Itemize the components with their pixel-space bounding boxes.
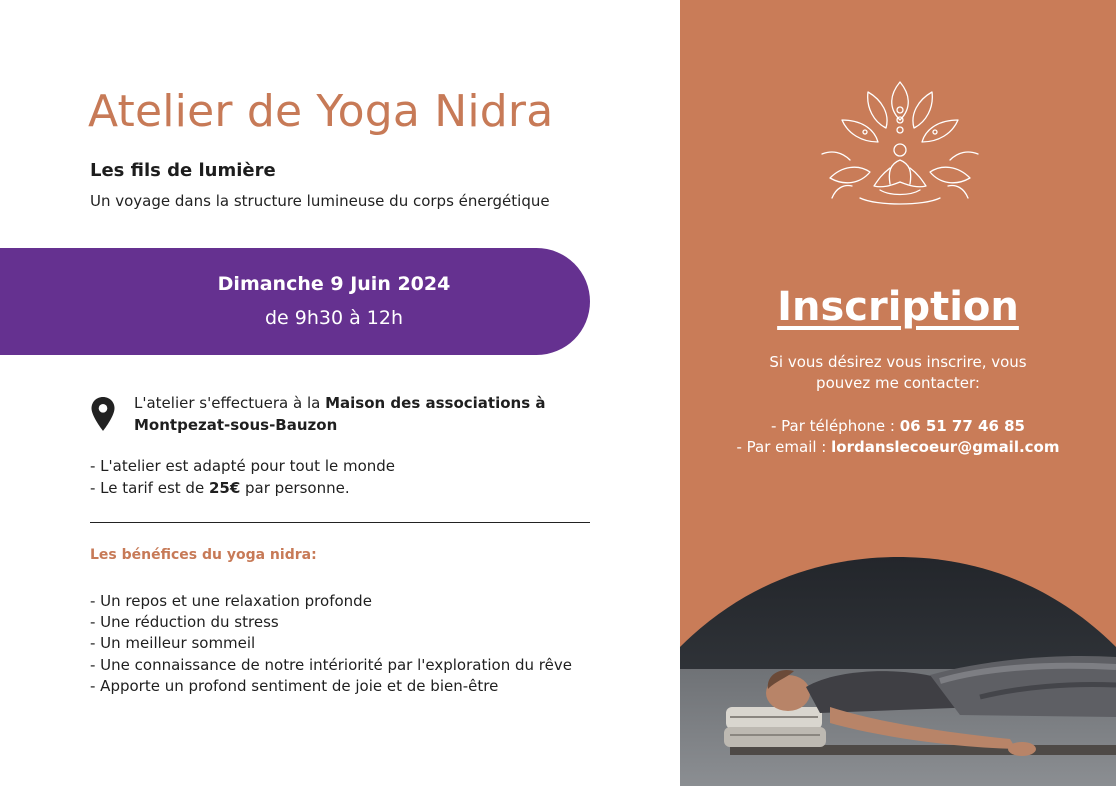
tagline: Un voyage dans la structure lumineuse du corps énergétique xyxy=(90,192,550,210)
subtitle: Les fils de lumière xyxy=(90,160,276,181)
contact-block xyxy=(680,416,1116,458)
info-list xyxy=(90,455,395,499)
divider xyxy=(90,522,590,523)
contact-phone xyxy=(680,416,1116,437)
date-banner xyxy=(0,248,590,355)
price-value: 25€ xyxy=(208,479,241,497)
location-text xyxy=(134,392,594,436)
inscription-intro xyxy=(680,352,1116,394)
list-item: - Apporte un profond sentiment de joie et de bien-être xyxy=(90,676,499,695)
inscription-line1: Si vous désirez vous inscrire, vous xyxy=(769,353,1027,371)
contact-email xyxy=(680,437,1116,458)
phone-label: - Par téléphone : xyxy=(771,417,900,435)
page-title: Atelier de Yoga Nidra xyxy=(88,86,554,137)
woman-lying-yoga-nidra-photo xyxy=(680,557,1116,786)
email-value: lordanslecoeur@gmail.com xyxy=(831,438,1060,456)
location-prefix: L'atelier s'effectuera à la xyxy=(134,394,326,412)
list-item: - Une connaissance de notre intériorité par l'exploration du rêve xyxy=(90,655,572,674)
email-label: - Par email : xyxy=(736,438,832,456)
benefits-list xyxy=(90,591,572,697)
price-prefix: - Le tarif est de xyxy=(90,479,209,497)
location-pin-icon xyxy=(90,396,116,432)
benefits-title: Les bénéfices du yoga nidra: xyxy=(90,547,317,563)
lotus-meditation-icon xyxy=(820,80,980,210)
event-date: Dimanche 9 Juin 2024 xyxy=(217,273,451,295)
inscription-line2: pouvez me contacter: xyxy=(816,374,980,392)
location-place: Maison des associations à Montpezat-sous-Bauzon xyxy=(134,394,546,434)
list-item: - Un meilleur sommeil xyxy=(90,634,256,653)
phone-value: 06 51 77 46 85 xyxy=(899,417,1025,435)
inscription-panel xyxy=(680,0,1116,786)
list-item-price xyxy=(90,477,395,499)
inscription-title: Inscription xyxy=(777,284,1019,330)
list-item: - Une réduction du stress xyxy=(90,613,279,632)
list-item: - L'atelier est adapté pour tout le monde xyxy=(90,457,396,475)
event-time: de 9h30 à 12h xyxy=(264,307,404,329)
price-suffix: par personne. xyxy=(240,479,350,497)
list-item: - Un repos et une relaxation profonde xyxy=(90,592,372,610)
